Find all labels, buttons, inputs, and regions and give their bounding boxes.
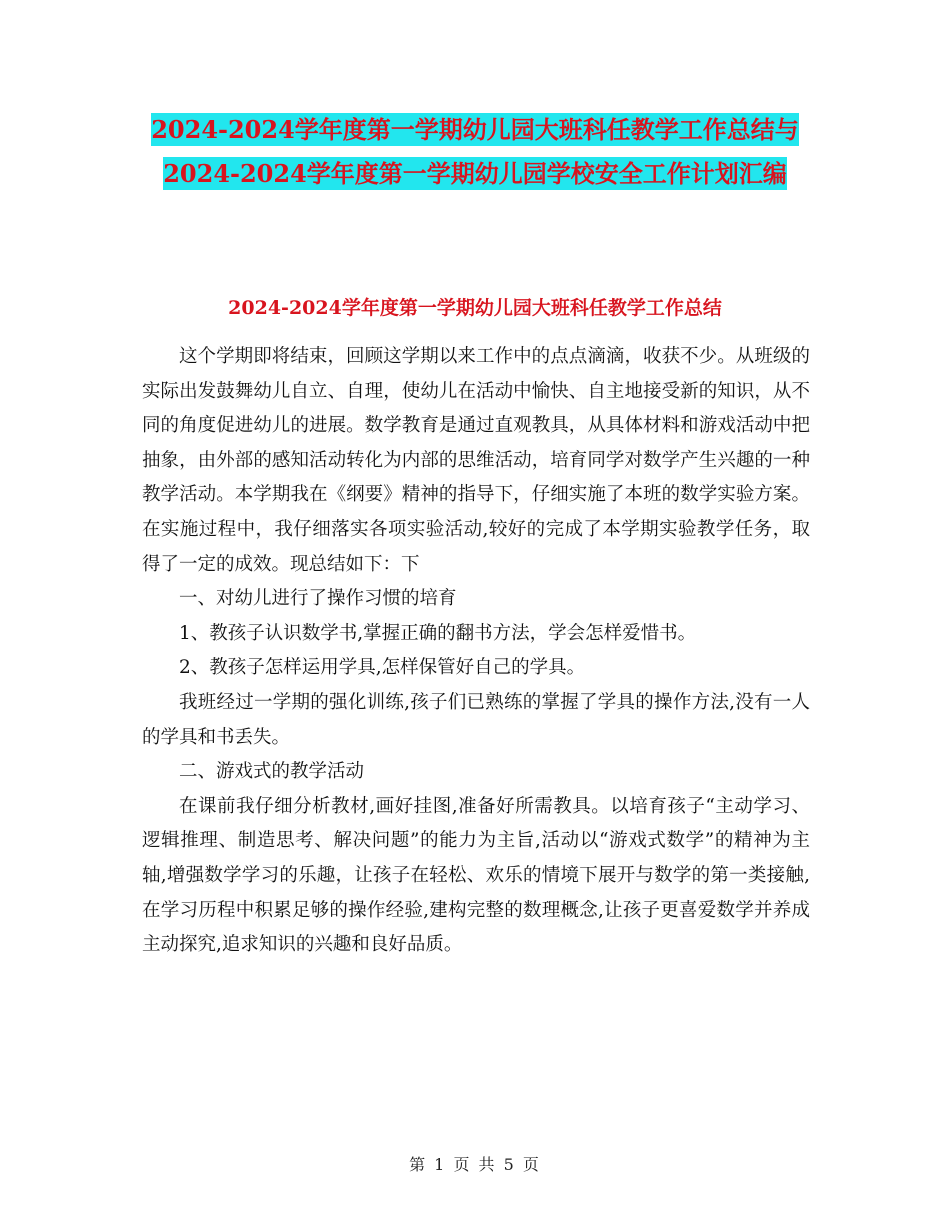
paragraph-item-2: 2、教孩子怎样运用学具,怎样保管好自己的学具。 — [179, 657, 586, 679]
paragraph-result: 我班经过一学期的强化训练,孩子们已熟练的掌握了学具的操作方法,没有一人的学具和书丢失。 — [142, 691, 810, 748]
paragraph-intro: 这个学期即将结束，回顾这学期以来工作中的点点滴滴，收获不少。从班级的实际出发鼓舞幼儿自立、自理，使幼儿在活动中愉快、自主地接受新的知识，从不同的角度促进幼儿的进展。数学教育是通过直观教具，从具体材料和游戏活动中把抽象，由外部的感知活动转化为内部的思维活动，培育同学对数学产生兴趣的一种教学活动。本学期我在《纲要》精神的指导下，仔细实施了本班的数学实验方案。在实施过程中，我仔细落实各项实验活动,较好的完成了本学期实验教学任务，取得了一定的成效。现总结如下：下 — [142, 346, 810, 575]
document-body — [142, 340, 810, 963]
section-title: 2024-2024学年度第一学期幼儿园大班科任教学工作总结 — [228, 297, 722, 319]
main-title-highlight: 2024-2024学年度第一学期幼儿园大班科任教学工作总结与2024-2024学年度第一学期幼儿园学校安全工作计划汇编 — [151, 115, 799, 188]
paragraph-heading-2: 二、游戏式的教学活动 — [179, 761, 365, 783]
paragraph-game-teaching: 在课前我仔细分析教材,画好挂图,准备好所需教具。以培育孩子“主动学习、逻辑推理、制造思考、解决问题”的能力为主旨,活动以“游戏式数学”的精神为主轴,增强数学学习的乐趣，让孩子在轻松、欢乐的情境下展开与数学的第一类接触,在学习历程中积累足够的操作经验,建构完整的数理概念,让孩子更喜爱数学并养成主动探究,追求知识的兴趣和良好品质。 — [142, 795, 810, 956]
paragraph-heading-1: 一、对幼儿进行了操作习惯的培育 — [179, 588, 457, 610]
page-footer: 第 1 页 共 5 页 — [409, 1155, 541, 1174]
paragraph-item-1: 1、教孩子认识数学书,掌握正确的翻书方法，学会怎样爱惜书。 — [179, 622, 697, 644]
document-main-title — [150, 108, 800, 196]
